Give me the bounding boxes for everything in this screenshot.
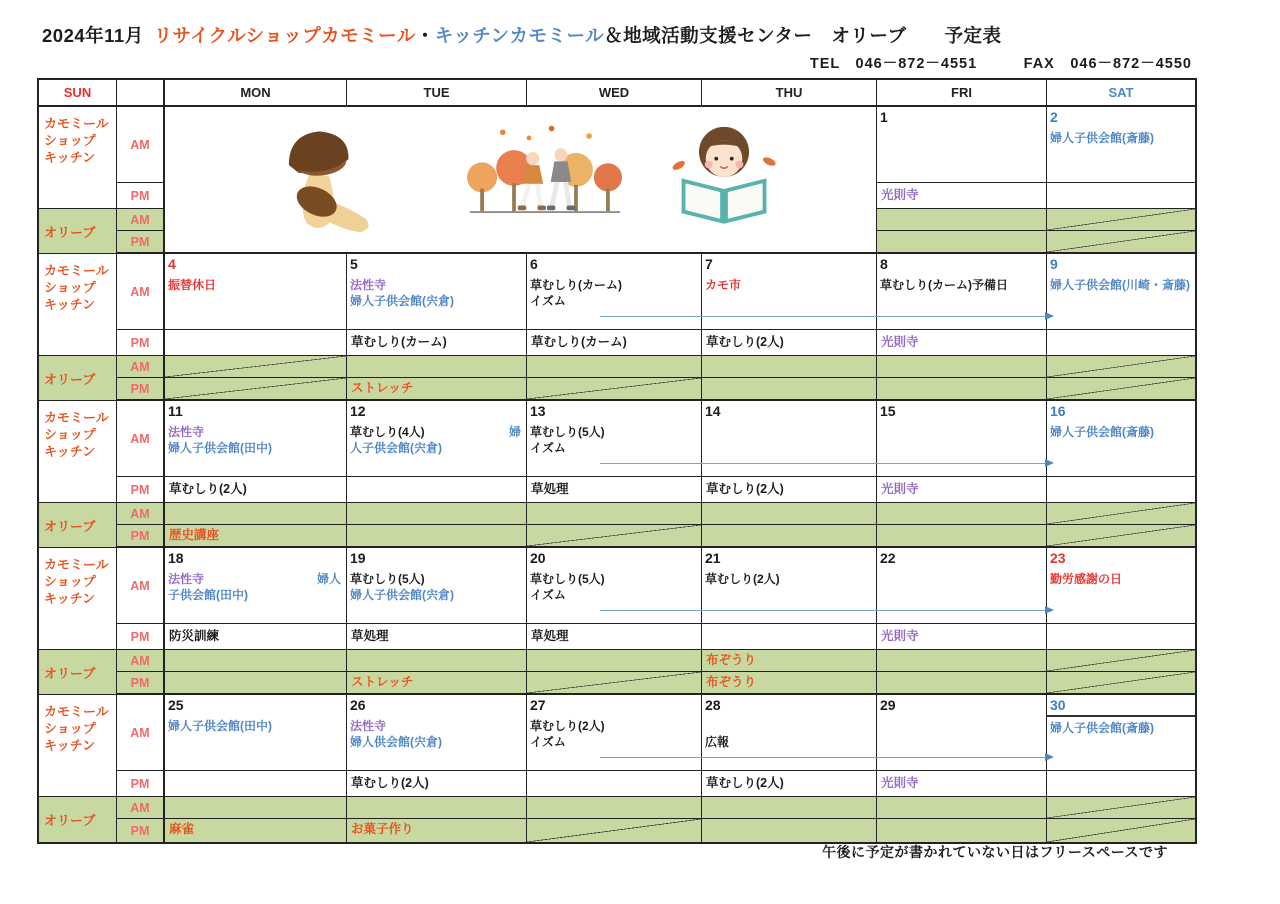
schedule-entry: 草むしり(2人) [530, 719, 605, 733]
day-26-olive-pm [347, 819, 527, 842]
am-label-w1-shop: AM [117, 107, 165, 183]
page-title [42, 22, 1001, 48]
pm-label-w1-olive: PM [117, 231, 165, 254]
header-SUN: SUN [39, 80, 117, 107]
schedule-entry: 光則寺 [881, 629, 919, 643]
footnote: 午後に予定が書かれていない日はフリースペースです [821, 844, 1168, 860]
schedule-entry: ストレッチ [351, 381, 414, 395]
date-number: 16 [1050, 403, 1066, 419]
schedule-entry: 草むしり(5人) [530, 425, 605, 439]
mushroom-illustration [260, 115, 385, 240]
day-4-pm [165, 330, 347, 356]
day-22-pm [877, 624, 1047, 650]
date-number: 25 [168, 697, 184, 713]
pm-label-w3-shop: PM [117, 477, 165, 503]
date-number: 6 [530, 256, 538, 272]
schedule-entry: 歴史講座 [169, 528, 220, 542]
date-number: 19 [350, 550, 366, 566]
schedule-entry: 婦人供会館(宍倉) [350, 735, 442, 749]
day-8-olive-pm [877, 378, 1047, 401]
day-7-am [702, 254, 877, 330]
day-30-am [1047, 695, 1195, 771]
schedule-entry: 防災訓練 [169, 629, 220, 643]
am-label-w5-olive: AM [117, 797, 165, 819]
day-5-olive-pm [347, 378, 527, 401]
day-14-pm [702, 477, 877, 503]
day-2-olive-pm [1047, 231, 1195, 254]
schedule-entry: 麻雀 [169, 822, 195, 836]
schedule-entry: カモ市 [705, 278, 742, 292]
am-label-w4-shop: AM [117, 548, 165, 624]
day-5-pm [347, 330, 527, 356]
date-number: 12 [350, 403, 366, 419]
day-27-olive-pm [527, 819, 702, 842]
date-number: 21 [705, 550, 721, 566]
day-28-olive-pm [702, 819, 877, 842]
schedule-entry: 婦人子供会館(斎藤) [1050, 425, 1154, 439]
day-20-olive-pm [527, 672, 702, 695]
day-6-pm [527, 330, 702, 356]
day-13-pm [527, 477, 702, 503]
day-30-olive-pm [1047, 819, 1195, 842]
schedule-entry: 草むしり(5人) [530, 572, 605, 586]
tel-fax-line: TEL 046－872－4551 FAX 046－872－4550 [809, 56, 1192, 72]
day-18-olive-am [165, 650, 347, 672]
day-9-am [1047, 254, 1195, 330]
day-29-am [877, 695, 1047, 771]
title-shop-name: リサイクルショップカモミール [153, 25, 416, 46]
day-22-am [877, 548, 1047, 624]
day-25-pm [165, 771, 347, 797]
date-number: 20 [530, 550, 546, 566]
day-26-am [347, 695, 527, 771]
schedule-entry: 広報 [705, 735, 730, 749]
day-29-pm [877, 771, 1047, 797]
day-1-am [877, 107, 1047, 183]
schedule-entry: 草むしり(4人) [350, 425, 425, 439]
day-1-pm [877, 183, 1047, 209]
day-9-olive-am [1047, 356, 1195, 378]
header-TUE: TUE [347, 80, 527, 107]
schedule-entry: 婦人子供会館(田中) [168, 441, 272, 455]
date-number: 11 [168, 403, 183, 419]
day-11-olive-am [165, 503, 347, 525]
schedule-entry: 婦人子供会館(宍倉) [350, 588, 454, 602]
header-THU: THU [702, 80, 877, 107]
day-19-olive-am [347, 650, 527, 672]
am-label-w5-shop: AM [117, 695, 165, 771]
day-4-olive-am [165, 356, 347, 378]
day-23-olive-pm [1047, 672, 1195, 695]
day-12-am [347, 401, 527, 477]
day-30-pm [1047, 771, 1195, 797]
schedule-entry: 法性寺 [168, 572, 205, 586]
date-number: 4 [168, 256, 176, 272]
olive-label-w3: オリーブ [39, 503, 117, 548]
schedule-entry: イズム [530, 441, 566, 455]
day-11-am [165, 401, 347, 477]
olive-label-w1: オリーブ [39, 209, 117, 254]
day-14-olive-am [702, 503, 877, 525]
day-23-olive-am [1047, 650, 1195, 672]
day-4-olive-pm [165, 378, 347, 401]
day-20-am [527, 548, 702, 624]
date-number: 7 [705, 256, 713, 272]
day-23-pm [1047, 624, 1195, 650]
schedule-entry: 光則寺 [881, 776, 919, 790]
date-number: 8 [880, 256, 888, 272]
day-27-pm [527, 771, 702, 797]
pm-label-w2-olive: PM [117, 378, 165, 401]
pm-label-w4-shop: PM [117, 624, 165, 650]
day-21-olive-pm [702, 672, 877, 695]
header-time-col [117, 80, 165, 107]
day-2-am [1047, 107, 1195, 183]
day-23-am [1047, 548, 1195, 624]
title-separator: ・ [415, 25, 435, 46]
day-16-olive-pm [1047, 525, 1195, 548]
date-number: 23 [1050, 550, 1066, 566]
schedule-entry: 法性寺 [350, 719, 387, 733]
date-number: 2 [1050, 109, 1058, 125]
day-5-am [347, 254, 527, 330]
pm-label-w3-olive: PM [117, 525, 165, 548]
schedule-entry: 婦人子供会館(斎藤) [1050, 721, 1154, 735]
schedule-entry: 光則寺 [881, 188, 919, 202]
schedule-entry: 婦人子供会館(宍倉) [350, 294, 454, 308]
day-26-olive-am [347, 797, 527, 819]
title-kitchen-name: キッチンカモミール [434, 25, 605, 46]
title-month: 2024年11月 [42, 25, 144, 46]
day-14-am [702, 401, 877, 477]
date-number: 5 [350, 256, 358, 272]
day-13-olive-am [527, 503, 702, 525]
day-25-olive-pm [165, 819, 347, 842]
schedule-entry: 草むしり(2人) [169, 482, 247, 496]
pm-label-w1-shop: PM [117, 183, 165, 209]
schedule-entry: 草むしり(カーム) [351, 335, 447, 349]
schedule-entry: 草処理 [531, 629, 569, 643]
day-18-olive-pm [165, 672, 347, 695]
day-20-pm [527, 624, 702, 650]
day-7-olive-am [702, 356, 877, 378]
am-label-w1-olive: AM [117, 209, 165, 231]
day-15-olive-am [877, 503, 1047, 525]
schedule-entry: イズム [530, 294, 566, 308]
day-2-pm [1047, 183, 1195, 209]
shop-label-w5: カモミール ショップ キッチン [39, 695, 117, 797]
day-15-olive-pm [877, 525, 1047, 548]
day-13-am [527, 401, 702, 477]
date-number: 13 [530, 403, 546, 419]
day-21-olive-am [702, 650, 877, 672]
day-8-am [877, 254, 1047, 330]
day-27-olive-am [527, 797, 702, 819]
day-28-pm [702, 771, 877, 797]
pm-label-w5-olive: PM [117, 819, 165, 842]
date-number: 29 [880, 697, 896, 713]
schedule-entry: ストレッチ [351, 675, 414, 689]
header-SAT: SAT [1047, 80, 1195, 107]
reading-child-illustration [657, 123, 792, 229]
schedule-entry: 草処理 [351, 629, 389, 643]
schedule-entry: 光則寺 [881, 335, 919, 349]
day-1-olive-am [877, 209, 1047, 231]
date-number: 1 [880, 109, 888, 125]
day-15-pm [877, 477, 1047, 503]
schedule-entry: 草むしり(2人) [706, 335, 784, 349]
day-12-pm [347, 477, 527, 503]
schedule-entry: 草むしり(2人) [706, 482, 784, 496]
schedule-entry: 草むしり(カーム) [530, 278, 622, 292]
schedule-entry: 草むしり(5人) [350, 572, 425, 586]
day-25-olive-am [165, 797, 347, 819]
day-6-olive-pm [527, 378, 702, 401]
shop-label-w1: カモミール ショップ キッチン [39, 107, 117, 209]
day-27-am [527, 695, 702, 771]
schedule-entry: 布ぞうり [706, 653, 757, 667]
title-rest: ＆地域活動支援センター オリーブ 予定表 [604, 25, 1002, 46]
schedule-entry: 光則寺 [881, 482, 919, 496]
schedule-entry: 草処理 [531, 482, 569, 496]
header-FRI: FRI [877, 80, 1047, 107]
schedule-entry: 婦人子供会館(田中) [168, 719, 272, 733]
calendar-grid [37, 78, 1197, 844]
day-19-pm [347, 624, 527, 650]
day-8-olive-am [877, 356, 1047, 378]
day-19-olive-pm [347, 672, 527, 695]
schedule-entry: 子供会館(田中) [168, 588, 248, 602]
header-MON: MON [165, 80, 347, 107]
schedule-entry: 草むしり(カーム) [531, 335, 627, 349]
day-22-olive-pm [877, 672, 1047, 695]
date-number: 22 [880, 550, 896, 566]
day-29-olive-pm [877, 819, 1047, 842]
day-13-olive-pm [527, 525, 702, 548]
day-8-pm [877, 330, 1047, 356]
am-label-w2-olive: AM [117, 356, 165, 378]
schedule-entry: 人子供会館(宍倉) [350, 441, 442, 455]
schedule-entry: 草むしり(2人) [706, 776, 784, 790]
day-11-olive-pm [165, 525, 347, 548]
day-16-olive-am [1047, 503, 1195, 525]
date-number: 30 [1047, 696, 1195, 717]
date-number: 18 [168, 550, 184, 566]
day-7-pm [702, 330, 877, 356]
shop-label-w4: カモミール ショップ キッチン [39, 548, 117, 650]
pm-label-w4-olive: PM [117, 672, 165, 695]
day-15-am [877, 401, 1047, 477]
olive-label-w2: オリーブ [39, 356, 117, 401]
day-18-pm [165, 624, 347, 650]
day-18-am [165, 548, 347, 624]
schedule-entry: 法性寺 [168, 425, 205, 439]
schedule-entry: イズム [530, 588, 566, 602]
day-19-am [347, 548, 527, 624]
date-number: 15 [880, 403, 896, 419]
header-WED: WED [527, 80, 702, 107]
am-label-w3-olive: AM [117, 503, 165, 525]
day-9-olive-pm [1047, 378, 1195, 401]
autumn-stroll-illustration [460, 121, 630, 229]
pm-label-w5-shop: PM [117, 771, 165, 797]
date-number: 28 [705, 697, 721, 713]
day-16-am [1047, 401, 1195, 477]
schedule-entry: 草むしり(カーム)予備日 [880, 278, 1008, 292]
schedule-entry: 振替休日 [168, 278, 217, 292]
schedule-entry: 法性寺 [350, 278, 387, 292]
schedule-entry: 婦人子供会館(川崎・斎藤) [1050, 278, 1190, 292]
date-number: 9 [1050, 256, 1058, 272]
day-21-pm [702, 624, 877, 650]
day-11-pm [165, 477, 347, 503]
schedule-entry: イズム [530, 735, 566, 749]
day-16-pm [1047, 477, 1195, 503]
schedule-entry: 布ぞうり [706, 675, 757, 689]
day-9-pm [1047, 330, 1195, 356]
schedule-entry: 婦人子供会館(斎藤) [1050, 131, 1154, 145]
shop-label-w2: カモミール ショップ キッチン [39, 254, 117, 356]
schedule-entry: 草むしり(2人) [705, 572, 780, 586]
day-20-olive-am [527, 650, 702, 672]
day-1-olive-pm [877, 231, 1047, 254]
day-12-olive-am [347, 503, 527, 525]
am-label-w2-shop: AM [117, 254, 165, 330]
schedule-entry: 勤労感謝の日 [1050, 572, 1123, 586]
day-22-olive-am [877, 650, 1047, 672]
day-28-am [702, 695, 877, 771]
date-number: 14 [705, 403, 721, 419]
schedule-entry: お菓子作り [351, 822, 414, 836]
olive-label-w5: オリーブ [39, 797, 117, 842]
day-26-pm [347, 771, 527, 797]
day-6-am [527, 254, 702, 330]
shop-label-w3: カモミール ショップ キッチン [39, 401, 117, 503]
day-28-olive-am [702, 797, 877, 819]
pm-label-w2-shop: PM [117, 330, 165, 356]
am-label-w4-olive: AM [117, 650, 165, 672]
am-label-w3-shop: AM [117, 401, 165, 477]
calendar-table [37, 78, 1197, 844]
schedule-entry: 草むしり(2人) [351, 776, 429, 790]
schedule-entry: 婦 [508, 425, 521, 439]
day-5-olive-am [347, 356, 527, 378]
day-25-am [165, 695, 347, 771]
day-29-olive-am [877, 797, 1047, 819]
week1-illustrations [165, 107, 877, 254]
day-21-am [702, 548, 877, 624]
date-number: 26 [350, 697, 366, 713]
date-number: 27 [530, 697, 546, 713]
day-12-olive-pm [347, 525, 527, 548]
day-2-olive-am [1047, 209, 1195, 231]
day-7-olive-pm [702, 378, 877, 401]
schedule-entry: 婦人 [316, 572, 341, 586]
olive-label-w4: オリーブ [39, 650, 117, 695]
day-14-olive-pm [702, 525, 877, 548]
day-30-olive-am [1047, 797, 1195, 819]
day-6-olive-am [527, 356, 702, 378]
day-4-am [165, 254, 347, 330]
